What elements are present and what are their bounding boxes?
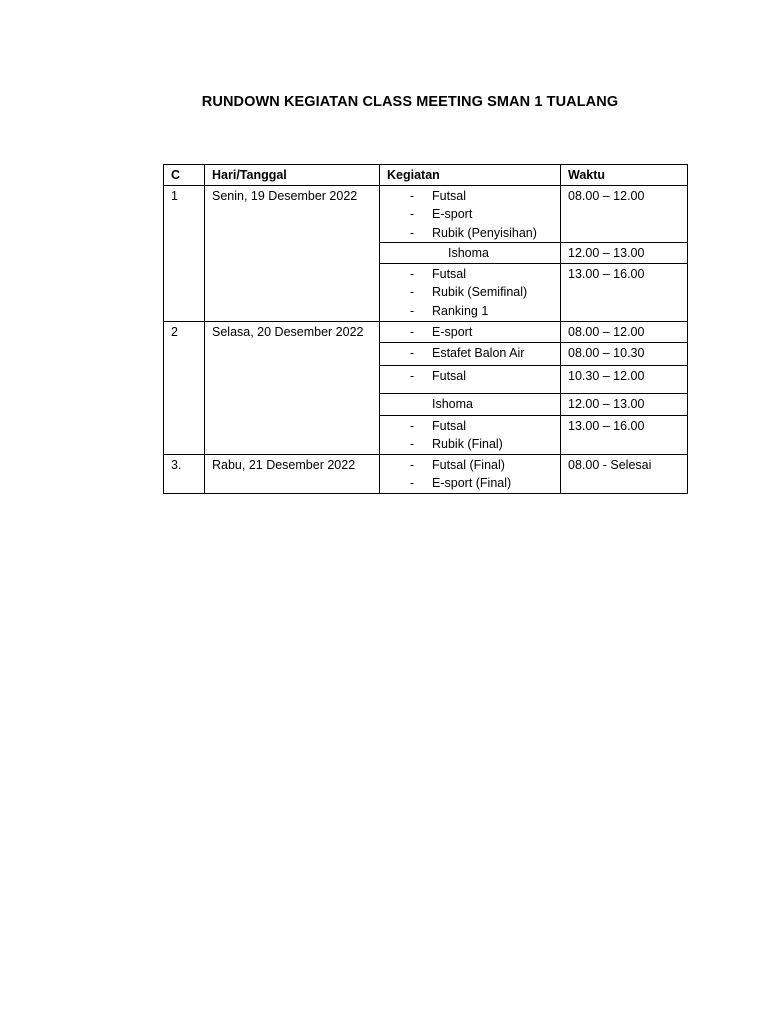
activity-item: - Futsal (410, 368, 467, 383)
break-label: Ishoma (448, 246, 489, 260)
table-header-row (164, 165, 688, 186)
day-date: Senin, 19 Desember 2022 (205, 185, 380, 321)
activity-item: - Futsal (410, 266, 467, 281)
activity-item: - Futsal (410, 418, 467, 433)
activity-item: - Rubik (Semifinal) (410, 285, 528, 299)
break-cell (380, 243, 561, 264)
activity-item: - E-sport (410, 324, 473, 339)
time-cell: 08.00 - Selesai (561, 454, 688, 493)
activity-cell (380, 342, 561, 365)
header-activity: Kegiatan (380, 165, 561, 186)
activity-item: - Futsal (410, 188, 467, 203)
activity-item: - Rubik (Penyisihan) (410, 225, 537, 240)
activity-cell (380, 365, 561, 393)
activity-item: - Ranking 1 (410, 303, 489, 318)
day-date: Rabu, 21 Desember 2022 (205, 454, 380, 493)
activity-cell (380, 454, 561, 493)
time-cell: 13.00 – 16.00 (561, 263, 688, 321)
time-cell: 12.00 – 13.00 (561, 393, 688, 415)
activity-cell (380, 321, 561, 342)
table-row (164, 185, 688, 243)
activity-item: - Estafet Balon Air (410, 345, 525, 360)
day-number: 1 (164, 185, 205, 321)
break-label: Ishoma (432, 396, 473, 411)
day-number: 2 (164, 321, 205, 454)
time-cell: 13.00 – 16.00 (561, 415, 688, 454)
activity-item: - E-sport (Final) (410, 476, 512, 490)
time-cell: 08.00 – 10.30 (561, 342, 688, 365)
header-no: C (164, 165, 205, 186)
header-date: Hari/Tanggal (205, 165, 380, 186)
activity-item: - E-sport (410, 207, 473, 221)
time-cell: 08.00 – 12.00 (561, 321, 688, 342)
table-row (164, 321, 688, 342)
document-title: RUNDOWN KEGIATAN CLASS MEETING SMAN 1 TUALANG (201, 94, 619, 110)
day-date: Selasa, 20 Desember 2022 (205, 321, 380, 454)
activity-cell (380, 415, 561, 454)
time-cell: 10.30 – 12.00 (561, 365, 688, 393)
rundown-table (163, 164, 688, 494)
activity-item: - Futsal (Final) (410, 457, 505, 472)
time-cell: 12.00 – 13.00 (561, 243, 688, 264)
table-row (164, 454, 688, 493)
day-number: 3. (164, 454, 205, 493)
activity-item: - Rubik (Final) (410, 437, 503, 451)
time-cell: 08.00 – 12.00 (561, 185, 688, 243)
activity-cell (380, 263, 561, 321)
activity-cell (380, 185, 561, 243)
break-cell (380, 393, 561, 415)
header-time: Waktu (561, 165, 688, 186)
